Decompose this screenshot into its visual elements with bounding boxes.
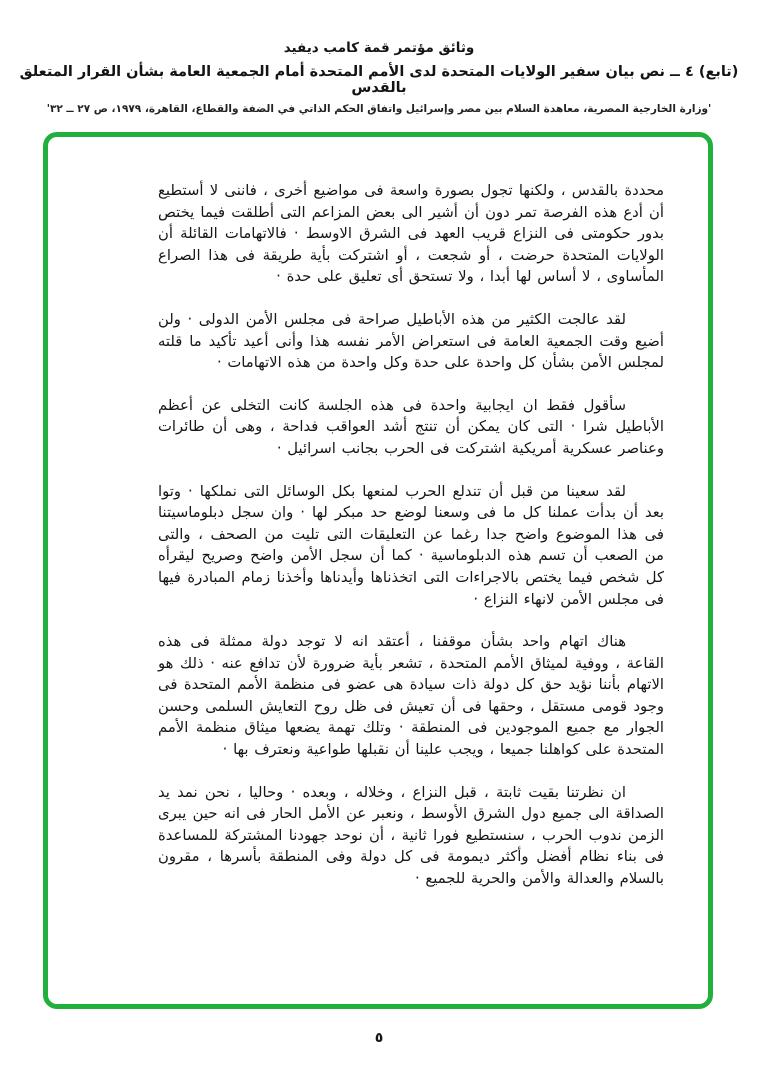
page-title: وثائق مؤتمر قمة كامب ديفيد (283, 40, 475, 56)
body-paragraph: محددة بالقدس ، ولكنها تجول بصورة واسعة فى مواضيع أخرى ، فاننى لا أستطيع أن أدع هذه الفرصة تمر دون أن أشير الى بعض المزاعم التى أطلقت فيما يختص بدور حكومتى فى النزاع قريب العهد فى الشرق الاوسط · فالاتهامات القائلة أن الولايات المتحدة حرضت ، أو شجعت ، أو اشتركت بأية طريقة فى هذا الصراع المأساوى ، لا أساس لها أبدا ، ولا تستحق أى تعليق على حدة · (158, 182, 664, 286)
document-header (0, 40, 758, 115)
document-body (158, 180, 664, 911)
body-paragraph: ان نظرتنا بقيت ثابتة ، قبل النزاع ، وخلاله ، وبعده · وحاليا ، نحن نمد يد الصداقة الى جميع دول الشرق الأوسط ، ونعبر عن الأمل الحار فى انه حين يبرى الزمن ندوب الحرب ، سنستطيع فورا ثانية ، أن نوحد جهودنا المشتركة للمساعدة فى بناء نظام أفضل وأكثر ديمومة فى كل دولة وفى المنطقة بأسرها ، مقرون بالسلام والعدالة والأمن والحرية للجميع · (158, 783, 664, 888)
document-subtitle: (تابع) ٤ ــ نص بيان سفير الولايات المتحدة لدى الأمم المتحدة أمام الجمعية العامة بشأن القرار المتعلق بالقدس (19, 64, 739, 96)
body-paragraph: سأقول فقط ان ايجابية واحدة فى هذه الجلسة كانت التخلى عن أعظم الأباطيل شرا · التى كان يمكن أن تنتج أشد العواقب فداحة ، وهى أن طائرات وعناصر عسكرية أمريكية اشتركت فى الحرب بجانب اسرائيل · (158, 396, 664, 457)
page-number: ٥ (374, 1030, 384, 1046)
body-paragraph: لقد عالجت الكثير من هذه الأباطيل صراحة فى مجلس الأمن الدولى · ولن أضيع وقت الجمعية العامة فى استعراض الأمر نفسه هذا وأنى أعيد تأكيد ما قلته لمجلس الأمن بشأن كل واحدة على حدة وكل واحدة من هذه الاتهامات · (158, 310, 664, 372)
body-paragraph: هناك اتهام واحد بشأن موقفنا ، أعتقد انه لا توجد دولة ممثلة فى هذه القاعة ، ووفية لميثاق الأمم المتحدة ، تشعر بأية ضرورة لأن تدافع عنه · ذلك هو الاتهام بأننا نؤيد حق كل دولة ذات سيادة هى عضو فى منظمة الأمم المتحدة فى وجود قومى مستقل ، وحقها فى أن تعيش فى ظل روح التعايش السلمى وحسن الجوار مع جميع الموجودين فى المنطقة · وتلك تهمة يضعها ميثاق منظمة الأمم المتحدة على كواهلنا جميعا ، ويجب علينا أن نقبلها طواعية ونعترف بها · (158, 633, 664, 759)
body-paragraph: لقد سعينا من قبل أن تندلع الحرب لمنعها بكل الوسائل التى نملكها · وتوا بعد أن بدأت عملنا كل ما فى وسعنا لوضع حد مبكر لها · وان سجل دبلوماسيتنا فى هذا الموضوع واضح جدا رغما عن التعليقات التى تليت من الصحف ، والتى من الصعب أن تسم هذه الدبلوماسية · كما أن سجل الأمن واضح وصريح ليقرأه كل شخص فيما يختص بالاجراءات التى اتخذناها وأيدناها وأخذنا زمام المبادرة فيها فى مجلس الأمن لانهاء النزاع · (158, 482, 664, 608)
source-citation: 'وزارة الخارجية المصرية، معاهدة السلام بين مصر وإسرائيل واتفاق الحكم الذاتي في الضفة والقطاع، القاهرة، ١٩٧٩، ص ٢٧ ــ ٣٢' (46, 103, 712, 115)
